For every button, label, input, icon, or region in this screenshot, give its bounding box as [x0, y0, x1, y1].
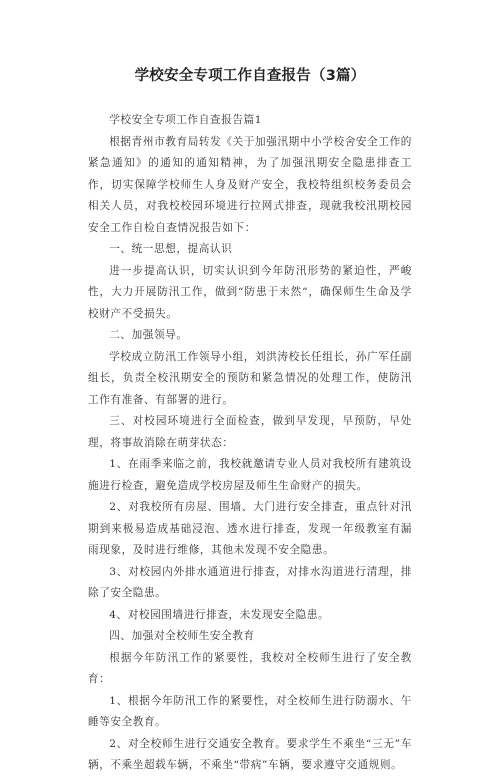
- list-item-3: 3、对校园内外排水通道进行排查，对排水沟道进行清理，排除了安全隐患。: [88, 565, 412, 599]
- paragraph-leadership: 学校成立防汛工作领导小组，刘洪涛校长任组长，孙广军任副组长，负责全校汛期安全的预防和紧急情况的处理工作，使防汛工作有准备、有部署的进行。: [88, 350, 412, 406]
- list-item-4: 4、对校园围墙进行排查，未发现安全隐患。: [109, 608, 330, 621]
- section-subtitle: 学校安全专项工作自查报告篇1: [109, 114, 263, 126]
- document-title: 学校安全专项工作自查报告（3篇）: [134, 68, 366, 84]
- list-item-1: 1、在雨季来临之前，我校就邀请专业人员对我校所有建筑设施进行检查，避免造成学校房屋及师生生命财产的损失。: [88, 458, 412, 492]
- education-item-2: 2、对全校师生进行交通安全教育。要求学生不乘坐“三无”车辆，不乘坐超载车辆，不乘坐“带病”车辆，要求遵守交通规则。: [88, 737, 412, 771]
- paragraph-safety-education: 根据今年防汛工作的紧要性，我校对全校师生进行了安全教育：: [88, 651, 412, 685]
- paragraph-unify-thinking: 进一步提高认识，切实认识到今年防汛形势的紧迫性，严峻性，大力开展防汛工作，做到“防患于未然“，确保师生生命及学校财产不受损失。: [88, 264, 412, 320]
- paragraph-campus-check: 三、对校园环境进行全面检查，做到早发现，早预防，早处理，将事故消除在萌芽状态：: [88, 415, 412, 449]
- heading-strengthen-leadership: 二、加强领导。: [109, 329, 188, 341]
- education-item-1: 1、根据今年防汛工作的紧要性，对全校师生进行防溺水、午睡等安全教育。: [88, 694, 412, 728]
- heading-unify-thinking: 一、统一思想，提高认识: [109, 243, 233, 255]
- list-item-2: 2、对我校所有房屋、围墙、大门进行安全排查，重点针对汛期到来极易造成基础浸泡、透水进行排查，发现一年级教室有漏雨现象，及时进行维修，其他未发现不安全隐患。: [88, 501, 412, 556]
- paragraph-intro: 根据青州市教育局转发《关于加强汛期中小学校舍安全工作的紧急通知》的通知的通知精神，为了加强汛期安全隐患排查工作，切实保障学校师生人身及财产安全，我校特组织校务委员会相关人员，对我校校园环境进行拉网式排查，现就我校汛期校园安全工作自检自查情况报告如下：: [88, 135, 412, 234]
- heading-safety-education: 四、加强对全校师生安全教育: [109, 630, 255, 642]
